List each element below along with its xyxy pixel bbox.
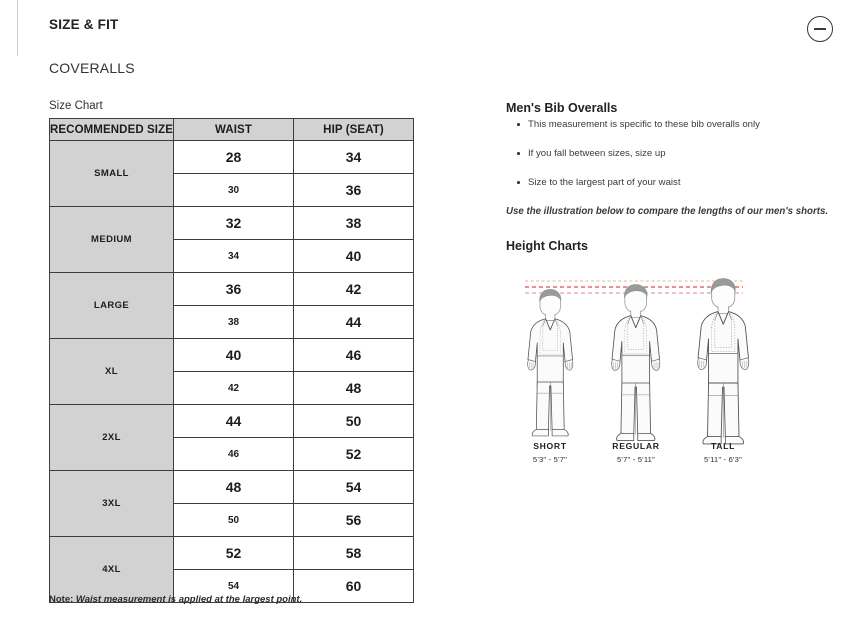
cell-hip: 40 — [294, 240, 414, 273]
illustration-instruction: Use the illustration below to compare the lengths of our men's shorts. — [506, 206, 829, 217]
cell-waist: 30 — [174, 174, 294, 207]
list-item — [528, 119, 858, 130]
cell-waist: 54 — [174, 570, 294, 603]
table-row — [50, 537, 414, 570]
cell-hip: 44 — [294, 306, 414, 339]
figure-name: SHORT — [533, 441, 567, 451]
height-charts-title: Height Charts — [506, 239, 588, 253]
cell-waist: 28 — [174, 141, 294, 174]
list-item — [528, 177, 858, 188]
list-item — [528, 148, 858, 159]
cell-hip: 58 — [294, 537, 414, 570]
figure-tall — [698, 279, 749, 444]
cell-waist: 44 — [174, 405, 294, 438]
figure-name: TALL — [710, 441, 736, 451]
figure-caption-regular — [591, 441, 681, 464]
cell-hip: 42 — [294, 273, 414, 306]
cell-waist: 46 — [174, 438, 294, 471]
figure-range: 5'3" - 5'7" — [532, 455, 568, 464]
minus-circle-icon[interactable] — [807, 16, 833, 42]
cell-waist: 40 — [174, 339, 294, 372]
column-header-hip: HIP (SEAT) — [294, 119, 414, 141]
right-panel-title: Men's Bib Overalls — [506, 101, 618, 115]
cell-recommended-size: SMALL — [50, 141, 174, 207]
column-header-waist: WAIST — [174, 119, 294, 141]
cell-recommended-size: MEDIUM — [50, 207, 174, 273]
cell-waist: 48 — [174, 471, 294, 504]
figure-caption-tall — [678, 441, 768, 464]
cell-recommended-size: XL — [50, 339, 174, 405]
note-prefix: Note: — [49, 594, 74, 605]
cell-hip: 60 — [294, 570, 414, 603]
cell-hip: 54 — [294, 471, 414, 504]
cell-hip: 56 — [294, 504, 414, 537]
size-chart-table — [49, 118, 414, 603]
figure-range: 5'11" - 6'3" — [704, 455, 742, 464]
section-subheading: COVERALLS — [49, 60, 135, 76]
cell-hip: 48 — [294, 372, 414, 405]
table-row — [50, 273, 414, 306]
figure-caption-short — [505, 441, 595, 464]
cell-hip: 50 — [294, 405, 414, 438]
cell-waist: 38 — [174, 306, 294, 339]
size-chart-note — [49, 594, 302, 605]
list-item-label: This measurement is specific to these bib overalls only — [528, 119, 760, 130]
figure-short — [528, 289, 573, 435]
cell-waist: 32 — [174, 207, 294, 240]
list-item-label: If you fall between sizes, size up — [528, 148, 666, 159]
cell-hip: 36 — [294, 174, 414, 207]
figure-regular — [612, 284, 660, 440]
cell-waist: 34 — [174, 240, 294, 273]
cell-waist: 52 — [174, 537, 294, 570]
cell-waist: 42 — [174, 372, 294, 405]
minus-glyph — [814, 28, 826, 30]
table-header-row — [50, 119, 414, 141]
page-title: SIZE & FIT — [49, 17, 119, 32]
bullet-dot-icon — [517, 181, 520, 184]
cell-waist: 36 — [174, 273, 294, 306]
column-header-recommended-size: RECOMMENDED SIZE — [50, 119, 174, 141]
size-chart-label: Size Chart — [49, 100, 103, 112]
left-accent-rule — [17, 0, 18, 56]
table-row — [50, 141, 414, 174]
cell-recommended-size: 4XL — [50, 537, 174, 603]
cell-hip: 46 — [294, 339, 414, 372]
figure-name: REGULAR — [612, 441, 660, 451]
cell-recommended-size: LARGE — [50, 273, 174, 339]
cell-recommended-size: 2XL — [50, 405, 174, 471]
table-row — [50, 339, 414, 372]
note-text: Waist measurement is applied at the largest point. — [73, 594, 303, 605]
cell-recommended-size: 3XL — [50, 471, 174, 537]
cell-hip: 34 — [294, 141, 414, 174]
cell-waist: 50 — [174, 504, 294, 537]
table-row — [50, 471, 414, 504]
cell-hip: 38 — [294, 207, 414, 240]
cell-hip: 52 — [294, 438, 414, 471]
bullet-dot-icon — [517, 152, 520, 155]
bullet-list — [506, 119, 858, 206]
bullet-dot-icon — [517, 123, 520, 126]
list-item-label: Size to the largest part of your waist — [528, 177, 681, 188]
figure-range: 5'7" - 5'11" — [617, 455, 655, 464]
table-row — [50, 405, 414, 438]
table-row — [50, 207, 414, 240]
